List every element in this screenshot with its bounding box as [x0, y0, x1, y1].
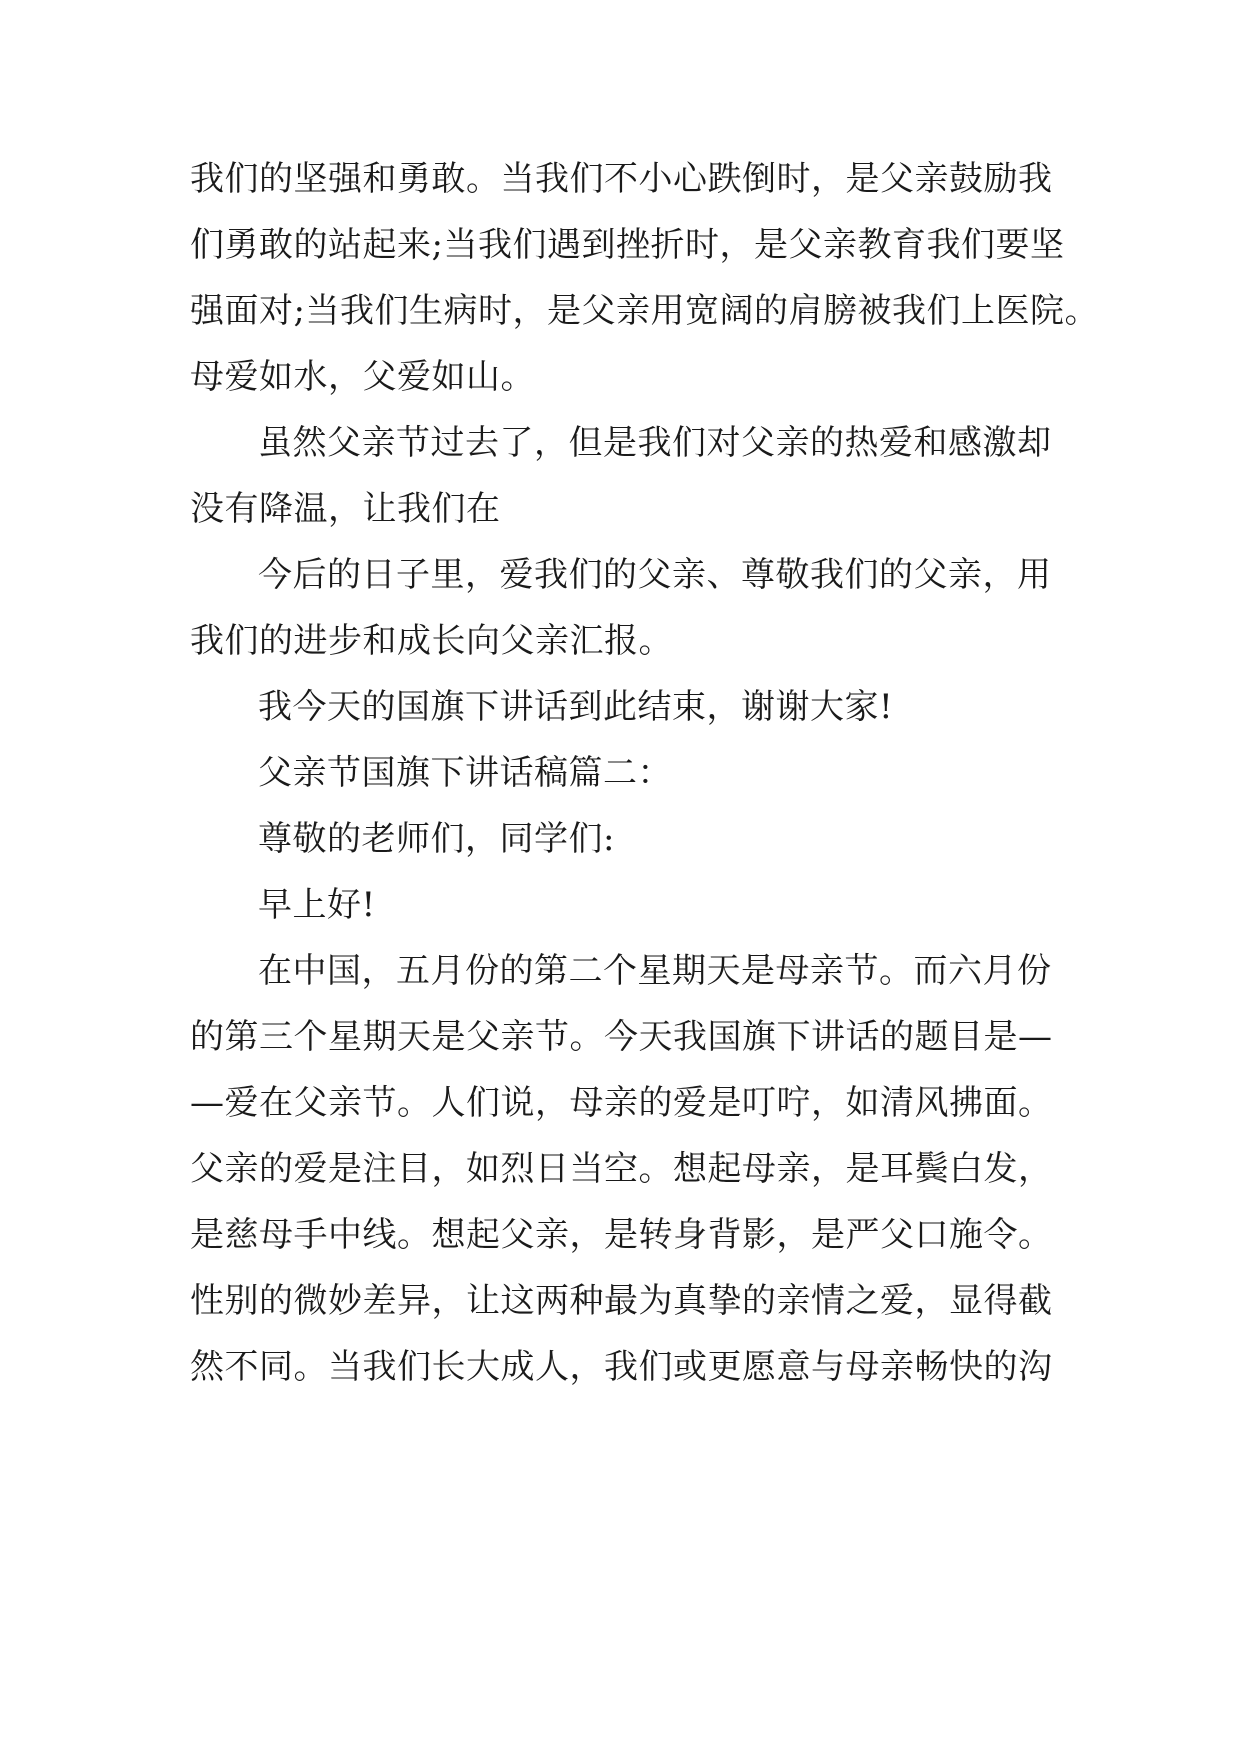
text-line: 父亲的爱是注目，如烈日当空。想起母亲，是耳鬓白发，: [190, 1149, 1053, 1189]
text-line: 母爱如水，父爱如山。: [190, 357, 535, 397]
text-line: 没有降温，让我们在: [190, 489, 501, 529]
text-line: 强面对;当我们生病时，是父亲用宽阔的肩膀被我们上医院。: [190, 291, 1099, 331]
text-line: —爱在父亲节。人们说，母亲的爱是叮咛，如清风拂面。: [190, 1083, 1053, 1123]
section-heading: 父亲节国旗下讲话稿篇二：: [258, 753, 672, 793]
salutation: 尊敬的老师们，同学们:: [258, 819, 615, 859]
text-line: 今后的日子里，爱我们的父亲、尊敬我们的父亲，用: [258, 555, 1052, 595]
greeting: 早上好!: [258, 885, 376, 925]
text-line: 我们的进步和成长向父亲汇报。: [190, 621, 673, 661]
text-line: 我们的坚强和勇敢。当我们不小心跌倒时，是父亲鼓励我: [190, 159, 1053, 199]
text-line: 然不同。当我们长大成人，我们或更愿意与母亲畅快的沟: [190, 1347, 1053, 1387]
text-line: 虽然父亲节过去了，但是我们对父亲的热爱和感激却: [258, 423, 1052, 463]
text-line: 我今天的国旗下讲话到此结束，谢谢大家!: [258, 687, 894, 727]
text-line: 在中国，五月份的第二个星期天是母亲节。而六月份: [258, 951, 1052, 991]
text-line: 性别的微妙差异，让这两种最为真挚的亲情之爱，显得截: [190, 1281, 1053, 1321]
text-line: 是慈母手中线。想起父亲，是转身背影，是严父口施令。: [190, 1215, 1053, 1255]
text-line: 的第三个星期天是父亲节。今天我国旗下讲话的题目是—: [190, 1017, 1053, 1057]
text-line: 们勇敢的站起来;当我们遇到挫折时，是父亲教育我们要坚: [190, 225, 1065, 265]
